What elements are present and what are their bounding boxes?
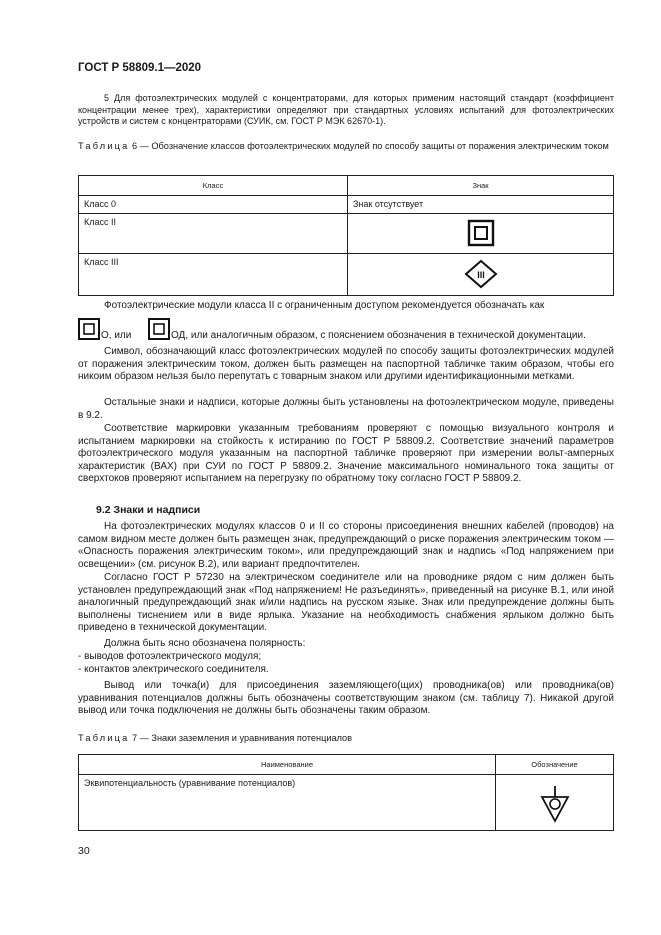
equipotential-triangle-icon (540, 785, 570, 825)
table6-header-row (79, 176, 614, 196)
table7-label: Таблица (78, 733, 130, 743)
class-iii-diamond-icon (464, 259, 498, 289)
paragraph-symbol-placement: Символ, обозначающий класс фотоэлектрических модулей по способу защиты фотоэлектрических модулей от поражения электрическим током, должен быть размещен на паспортной табличке таким образом, чтобы его никоим образом нельзя было перепутать с товарным знаком или другими идентификационными метками. (78, 346, 614, 383)
table6-header-sign: Знак (348, 176, 614, 196)
table7-caption-text: 7 — Знаки заземления и уравнивания потенциалов (132, 733, 353, 743)
table6-sign-cell: Знак отсутствует (348, 196, 614, 214)
table-row (79, 214, 614, 254)
paragraph-verification: Соответствие маркировки указанным требованиям проверяют с помощью визуального контроля и испытанием маркировки на стойкость к истиранию по ГОСТ Р 58809.2. Соответствие значений параметров фотоэлектрического модуля указанным на паспортной табличке проверяют при измерении вольт-амперных характеристик (ВАХ) при СУИ по ГОСТ Р 58809.2. Значение максимального номинального тока защиты от сверхтоков проверяют испытанием на перегрузку по обратному току согласно ГОСТ Р 58809.2. (78, 423, 614, 485)
table7-header-row (79, 755, 614, 775)
table6-class-cell: Класс II (79, 214, 348, 254)
table6-caption-text: 6 — Обозначение классов фотоэлектрических модулей по способу защиты от поражения электрическим током (132, 141, 609, 151)
table6-label: Таблица (78, 141, 130, 151)
section-title: 9.2 Знаки и надписи (96, 504, 201, 516)
paragraph-polarity: Должна быть ясно обозначена полярность: (104, 638, 306, 649)
polarity-list (78, 651, 614, 676)
paragraph-warning-sign: На фотоэлектрических модулях классов 0 и II со стороны присоединения внешних кабелей (проводов) на самом видном месте должен быть размещен знак, предупреждающий о риске поражения электрическим током — «Опасность поражения электрическим током», или предупреждающий знак и надпись «Под напряжением при освещении» (см. рисунок В.2), или вариант предпочтителен. (78, 521, 614, 570)
table6-class-cell: Класс III (79, 254, 348, 296)
paragraph-other-signs: Остальные знаки и надписи, которые должны быть установлены на фотоэлектрическом модуле, приведены в 9.2. (78, 397, 614, 421)
table6-class-cell: Класс 0 (79, 196, 348, 214)
double-square-icon (467, 219, 495, 247)
table7-header-name: Наименование (79, 755, 496, 775)
table7 (78, 754, 614, 831)
paragraph-class2-symbols (78, 318, 614, 342)
table7-name-cell: Эквипотенциальность (уравнивание потенциалов) (79, 775, 496, 831)
table6-sign-cell (348, 254, 614, 296)
paragraph-connector-sign: Согласно ГОСТ Р 57230 на электрическом соединителе или на проводнике рядом с ним должен быть установлен предупреждающий знак «Под напряжением! Не разъединять», приведенный на рисунке В.1, или иной аналогичный предупреждающий знак и/или надпись на русском языке. Знак или предупреждение должны быть выполнены тиснением или в виде ярлыка. Указание на необходимость снабжения ярлыком должно быть приведено в технической документации. (78, 572, 614, 634)
table6-caption (78, 141, 614, 153)
table6 (78, 175, 614, 296)
double-square-icon (78, 318, 100, 340)
paragraph-class2-o: О, или (101, 330, 132, 341)
table-row (79, 196, 614, 214)
table6-header-class: Класс (79, 176, 348, 196)
note-5: 5 Для фотоэлектрических модулей с концентраторами, для которых применим настоящий стандарт (коэффициент концентрации менее трех), характеристики определяют при стандартных условиях испытаний для фотоэлектрических устройств и систем с концентраторами (СУИК, см. ГОСТ Р МЭК 62670-1). (78, 93, 614, 126)
table6-sign-cell (348, 214, 614, 254)
table7-caption (78, 733, 614, 745)
list-item: - выводов фотоэлектрического модуля; (78, 651, 262, 662)
double-square-icon (148, 318, 170, 340)
class-iii-label: III (476, 269, 485, 280)
paragraph-class2-od: ОД, или аналогичным образом, с пояснением обозначения в технической документации. (171, 330, 586, 341)
paragraph-grounding: Вывод или точка(и) для присоединения заземляющего(щих) проводника(ов) или проводника(ов) уравнивания потенциалов должны быть обозначены соответствующим знаком (см. таблицу 7). Никакой другой вывод или точка подключения не должны быть обозначены таким образом. (78, 680, 614, 717)
page-number: 30 (78, 845, 90, 857)
table-row (79, 775, 614, 831)
table7-header-sign: Обозначение (496, 755, 614, 775)
table7-sign-cell (496, 775, 614, 831)
paragraph-class2-intro: Фотоэлектрические модули класса II с ограниченным доступом рекомендуется обозначать как (104, 300, 545, 311)
document-header: ГОСТ Р 58809.1—2020 (78, 62, 202, 74)
table-row (79, 254, 614, 296)
list-item: - контактов электрического соединителя. (78, 663, 269, 675)
